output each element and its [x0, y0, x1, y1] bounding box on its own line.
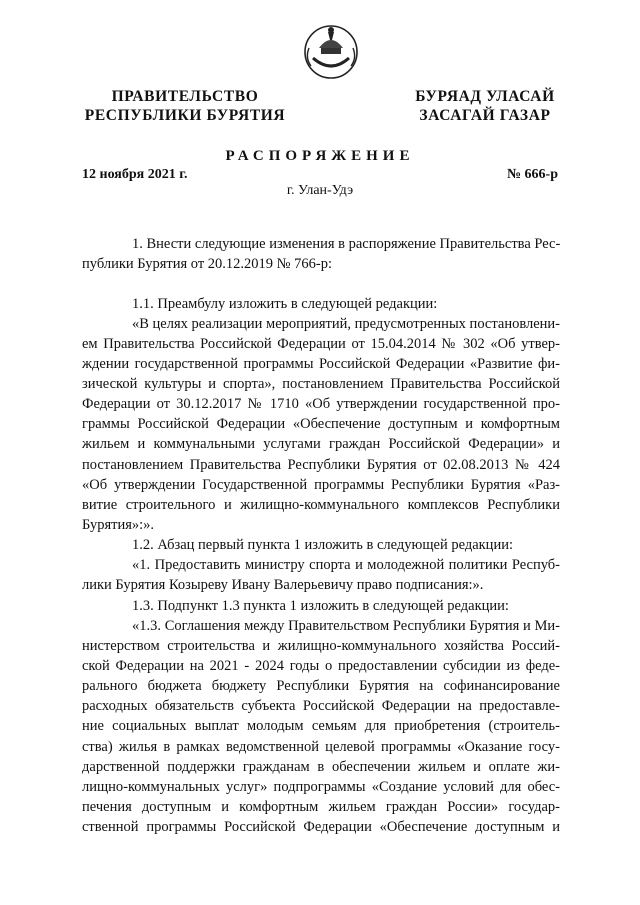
body-line: постановлением Правительства Республики Бурятия от 02.08.2013 № 424 — [82, 457, 560, 473]
body-line: Федерации от 30.12.2017 № 1710 «Об утверждении государственной про- — [82, 396, 560, 412]
body-line: расходных обязательств субъекта Российской Федерации на предоставле- — [82, 698, 560, 714]
document-city: г. Улан-Удэ — [286, 183, 354, 198]
government-name-russian — [80, 87, 290, 125]
body-line: граммы Российской Федерации «Обеспечение доступным и комфортным — [82, 416, 560, 432]
body-line: ние социальных выплат молодым семьям для приобретения (строитель- — [82, 718, 560, 734]
body-line: 1. Внести следующие изменения в распоряжение Правительства Рес- — [132, 236, 561, 252]
header-right-line-1: БУРЯАД УЛАСАЙ — [415, 88, 555, 105]
document-number: № 666-р — [506, 167, 558, 182]
body-line: зической культуры и спорта», постановлением Правительства Российской — [82, 376, 560, 392]
body-line: «1. Предоставить министру спорта и молодежной политики Респуб- — [132, 557, 560, 573]
document-date: 12 ноября 2021 г. — [82, 167, 188, 182]
body-line: 1.3. Подпункт 1.3 пункта 1 изложить в следующей редакции: — [132, 598, 509, 614]
body-line: публики Бурятия от 20.12.2019 № 766-р: — [82, 256, 332, 272]
header-right-line-2: ЗАСАГАЙ ГАЗАР — [419, 107, 551, 124]
body-line: 1.2. Абзац первый пункта 1 изложить в следующей редакции: — [132, 537, 513, 553]
body-line: ем Правительства Российской Федерации от 15.04.2014 № 302 «Об утвер- — [82, 336, 560, 352]
header-left-line-1: ПРАВИТЕЛЬСТВО — [111, 88, 259, 105]
body-line: «1.3. Соглашения между Правительством Республики Бурятия и Ми- — [132, 618, 560, 634]
body-line: жильем и коммунальными услугами граждан Российской Федерации» и — [82, 436, 560, 452]
body-line: нистерством строительства и жилищно-коммунального хозяйства Россий- — [82, 638, 560, 654]
body-line: ства) жилья в рамках ведомственной целевой программы «Оказание госу- — [82, 739, 560, 755]
body-line: «В целях реализации мероприятий, предусмотренных постановлени- — [132, 316, 560, 332]
body-line: «Об утверждении Государственной программы Республики Бурятия «Раз- — [82, 477, 560, 493]
body-line: витие строительного и жилищно-коммунального комплексов Республики — [82, 497, 560, 513]
header-left-line-2: РЕСПУБЛИКИ БУРЯТИЯ — [84, 107, 286, 124]
coat-of-arms-emblem — [299, 18, 363, 82]
body-line: рального бюджета бюджету Республики Бурятия на софинансирование — [82, 678, 560, 694]
document-title: РАСПОРЯЖЕНИЕ — [225, 148, 415, 164]
body-line: печения доступным и комфортным жильем граждан России» государ- — [82, 799, 560, 815]
body-line: ждении государственной программы Российской Федерации «Развитие фи- — [82, 356, 560, 372]
body-line: 1.1. Преамбулу изложить в следующей редакции: — [132, 296, 438, 312]
body-line: лищно-коммунальных услуг» подпрограммы «Создание условий для обес- — [82, 779, 560, 795]
government-name-buryat — [400, 87, 570, 125]
body-line: ской Федерации на 2021 - 2024 годы о предоставлении субсидии из феде- — [82, 658, 560, 674]
body-line: Бурятия»:». — [82, 517, 155, 533]
body-line: ственной программы Российской Федерации «Обеспечение доступным и — [82, 819, 560, 835]
body-line: лики Бурятия Козыреву Ивану Валерьевичу право подписания:». — [82, 577, 484, 593]
body-line: дарственной поддержки гражданам в обеспечении жильем и оплате жи- — [82, 759, 560, 775]
